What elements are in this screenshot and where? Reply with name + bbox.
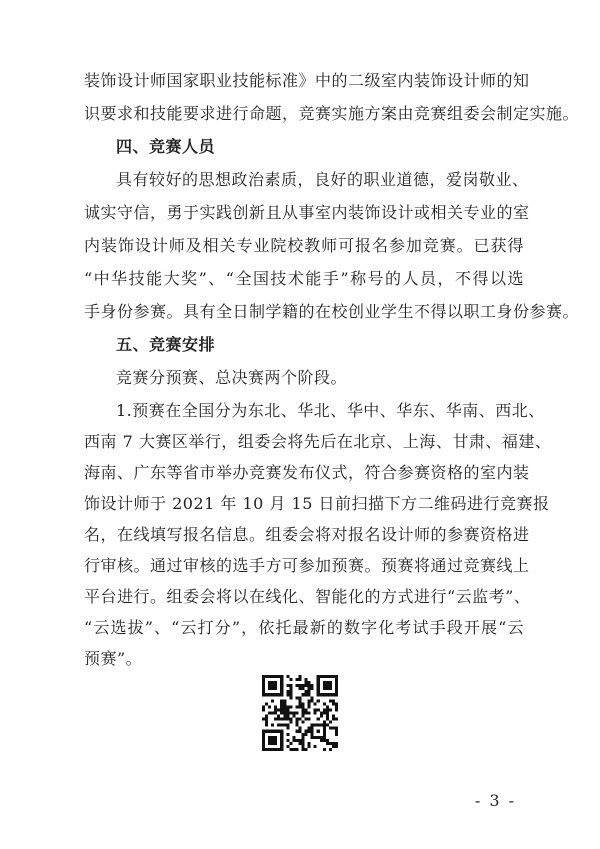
paragraph-line: 具有较好的思想政治素质，良好的职业道德，爱岗敬业、: [116, 170, 529, 189]
paragraph-line: 1.预赛在全国分为东北、华北、华中、华东、华南、西北、: [116, 401, 545, 420]
paragraph-line: 手身份参赛。具有全日制学籍的在校创业学生不得以职工身份参赛。: [84, 302, 580, 321]
paragraph-line: 西南 7 大赛区举行，组委会将先后在北京、上海、甘肃、福建、: [84, 432, 552, 451]
paragraph-line: 平台进行。组委会将以在线化、智能化的方式进行“云监考”、: [84, 587, 531, 606]
paragraph-line: 名，在线填写报名信息。组委会将对报名设计师的参赛资格进: [84, 525, 530, 544]
paragraph-line: 饰设计师于 2021 年 10 月 15 日前扫描下方二维码进行竞赛报: [84, 494, 550, 513]
paragraph-line: 识要求和技能要求进行命题，竞赛实施方案由竞赛组委会制定实施。: [84, 104, 580, 123]
paragraph-line: “中华技能大奖”、“全国技术能手”称号的人员，不得以选: [84, 269, 524, 288]
paragraph-line: “云选拔”、“云打分”，依托最新的数字化考试手段开展“云: [84, 618, 524, 637]
paragraph-line: 装饰设计师国家职业技能标准》中的二级室内装饰设计师的知: [84, 71, 530, 90]
qr-code-icon[interactable]: [262, 675, 338, 751]
section-heading-schedule: 五、竞赛安排: [116, 335, 216, 354]
paragraph-line: 竞赛分预赛、总决赛两个阶段。: [116, 368, 348, 387]
section-heading-participants: 四、竞赛人员: [116, 137, 216, 156]
paragraph-line: 预赛”。: [84, 649, 143, 668]
paragraph-line: 内装饰设计师及相关专业院校教师可报名参加竞赛。已获得: [84, 236, 524, 255]
paragraph-line: 海南、广东等省市举办竞赛发布仪式，符合参赛资格的室内装: [84, 463, 530, 482]
paragraph-line: 行审核。通过审核的选手方可参加预赛。预赛将通过竞赛线上: [84, 556, 530, 575]
page-number: - 3 -: [474, 791, 516, 810]
paragraph-line: 诚实守信，勇于实践创新且从事室内装饰设计或相关专业的室: [84, 203, 530, 222]
